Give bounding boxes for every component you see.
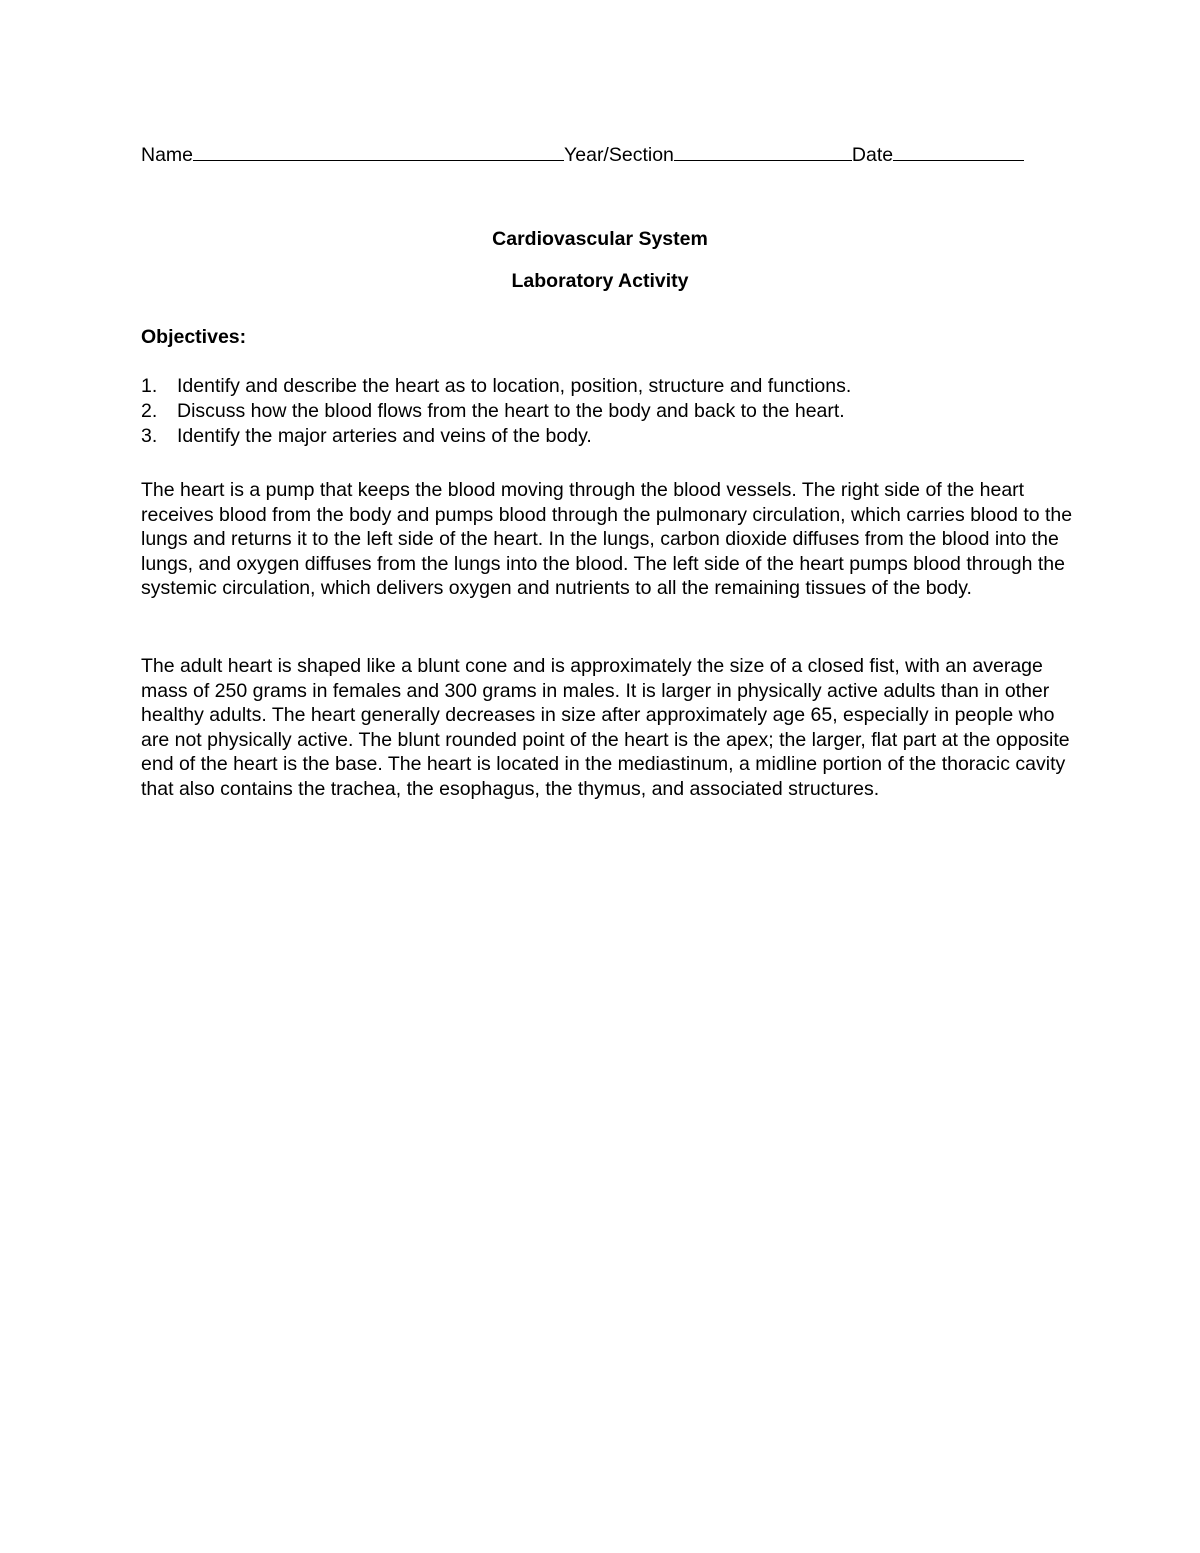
body-paragraph: The heart is a pump that keeps the blood moving through the blood vessels. The right side of the heart receives blood from the body and pumps blood through the pulmonary circulation, which carries blood to the lungs and returns it to the left side of the heart. In the lungs, carbon dioxide diffuses from the blood into the lungs, and oxygen diffuses from the lungs into the blood. The left side of the heart pumps blood through the systemic circulation, which delivers oxygen and nutrients to all the remaining tissues of the body. [141, 479, 1073, 600]
name-label: Name [141, 144, 194, 166]
section-label: Year/Section [564, 144, 674, 166]
objective-number: 3. [141, 425, 158, 447]
objective-text: Identify the major arteries and veins of the body. [177, 425, 592, 447]
objective-text: Discuss how the blood flows from the heart to the body and back to the heart. [177, 400, 845, 422]
objective-item [141, 424, 1081, 449]
objective-number: 2. [141, 400, 158, 422]
objective-item [141, 399, 1081, 424]
student-info-line [141, 140, 1061, 168]
document-subtitle: Laboratory Activity [511, 270, 689, 292]
date-blank [893, 140, 1024, 161]
objective-number: 1. [141, 375, 158, 397]
section-blank [674, 140, 852, 161]
objectives-list [141, 374, 1081, 449]
name-blank [193, 140, 564, 161]
document-title: Cardiovascular System [492, 228, 708, 250]
objective-item [141, 374, 1081, 399]
date-label: Date [851, 144, 894, 166]
objective-text: Identify and describe the heart as to location, position, structure and functions. [177, 375, 852, 397]
body-paragraph: The adult heart is shaped like a blunt cone and is approximately the size of a closed fist, with an average mass of 250 grams in females and 300 grams in males. It is larger in physically active adults than in other healthy adults. The heart generally decreases in size after approximately age 65, especially in people who are not physically active. The blunt rounded point of the heart is the apex; the larger, flat part at the opposite end of the heart is the base. The heart is located in the mediastinum, a midline portion of the thoracic cavity that also contains the trachea, the esophagus, the thymus, and associated structures. [141, 655, 1070, 800]
objectives-heading: Objectives: [141, 326, 247, 348]
